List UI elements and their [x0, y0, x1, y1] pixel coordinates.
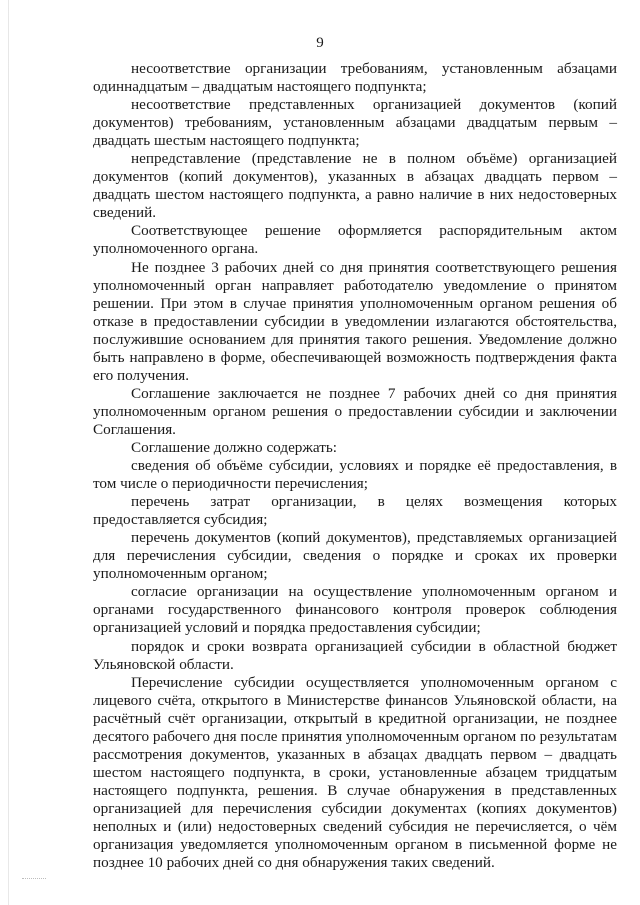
paragraph-13: Перечисление субсидии осуществляется уполномоченным органом с лицевого счёта, открытого в Министерстве финансов Ульяновской области, на расчётный счёт организации, открытый в кредитной организации, не позднее десятого рабочего дня после принятия уполномоченным органом по результатам рассмотрения документов, указанных в абзацах двадцать первом – двадцать шестом настоящего подпункта, в сроки, установленные абзацем тридцатым настоящего подпункта, решения. В случае обнаружения в представленных организацией для перечисления субсидии документах (копиях документов) неполных и (или) недостоверных сведений субсидия не перечисляется, о чём организация уведомляется уполномоченным органом в письменной форме не позднее 10 рабочих дней со дня обнаружения таких сведений.	[93, 673, 617, 872]
paragraph-9: перечень затрат организации, в целях возмещения которых предоставляется субсидия;	[93, 493, 617, 529]
paragraph-12: порядок и сроки возврата организацией субсидии в областной бюджет Ульяновской области.	[93, 637, 617, 673]
paragraph-5: Не позднее 3 рабочих дней со дня принятия соответствующего решения уполномоченный орган направляет работодателю уведомление о принятом решении. При этом в случае принятия уполномоченным органом решения об отказе в предоставлении субсидии в уведомлении излагаются обстоятельства, послужившие основанием для принятия такого решения. Уведомление должно быть направлено в форме, обеспечивающей возможность подтверждения факта его получения.	[93, 258, 617, 384]
scan-edge	[8, 0, 9, 905]
document-body	[93, 60, 617, 872]
paragraph-7: Соглашение должно содержать:	[131, 438, 338, 456]
scan-artifact	[22, 878, 46, 881]
paragraph-10: перечень документов (копий документов), представляемых организацией для перечисления субсидии, сведения о порядке и сроках их проверки уполномоченным органом;	[93, 529, 617, 583]
paragraph-3: непредставление (представление не в полном объёме) организацией документов (копий документов), указанных в абзацах двадцать первом – двадцать шестом настоящего подпункта, а равно наличие в них недостоверных сведений.	[93, 150, 617, 222]
paragraph-8: сведения об объёме субсидии, условиях и порядке её предоставления, в том числе о периодичности перечисления;	[93, 457, 617, 493]
paragraph-1: несоответствие организации требованиям, установленным абзацами одиннадцатым – двадцатым настоящего подпункта;	[93, 60, 617, 96]
paragraph-6: Соглашение заключается не позднее 7 рабочих дней со дня принятия уполномоченным органом решения о предоставлении субсидии и заключении Соглашения.	[93, 384, 617, 438]
page-number: 9	[316, 35, 324, 51]
paragraph-2: несоответствие представленных организацией документов (копий документов) требованиям, установленным абзацами двадцатым первым – двадцать шестым настоящего подпункта;	[93, 96, 617, 150]
paragraph-4: Соответствующее решение оформляется распорядительным актом уполномоченного органа.	[93, 222, 617, 258]
paragraph-11: согласие организации на осуществление уполномоченным органом и органами государственного финансового контроля проверок соблюдения организацией условий и порядка предоставления субсидии;	[93, 583, 617, 637]
